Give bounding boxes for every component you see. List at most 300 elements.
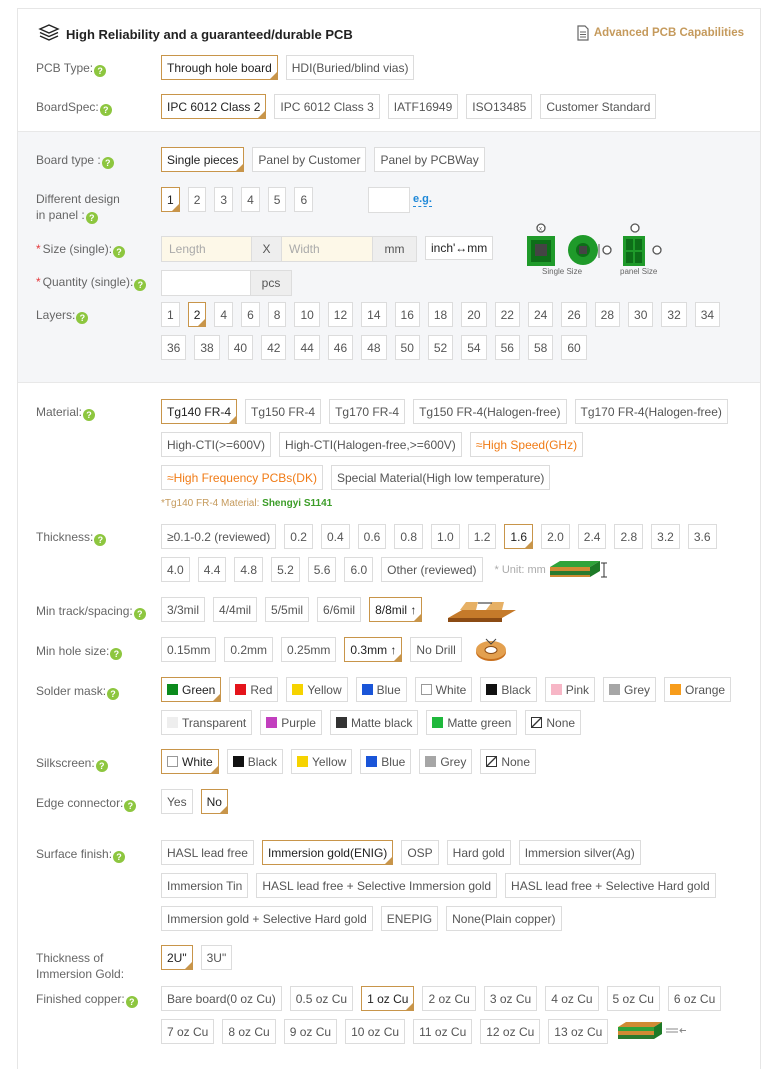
option-label: None bbox=[546, 715, 576, 730]
option-label: Tg170 FR-4 bbox=[335, 404, 400, 419]
option-label: Special Material(High low temperature) bbox=[336, 470, 545, 485]
option-label: No Drill bbox=[416, 642, 456, 657]
solder-mask-option-white[interactable] bbox=[415, 677, 473, 702]
layers-option-50[interactable] bbox=[395, 335, 420, 360]
edge-connector-option-yes[interactable] bbox=[161, 789, 193, 814]
thickness-option-4-8[interactable] bbox=[234, 557, 263, 582]
size-x-separator: X bbox=[251, 236, 282, 262]
material-options bbox=[161, 399, 741, 498]
surface-finish-option-hard-gold[interactable] bbox=[447, 840, 511, 865]
option-label: 4 oz Cu bbox=[551, 991, 593, 1006]
layers-option-54[interactable] bbox=[461, 335, 486, 360]
layers-option-26[interactable] bbox=[561, 302, 586, 327]
layers-option-12[interactable] bbox=[328, 302, 353, 327]
thickness-option-2-8[interactable] bbox=[614, 524, 643, 549]
material-option-special-material-high-low-temperature[interactable] bbox=[331, 465, 550, 490]
finished-copper-option-8-oz-cu[interactable] bbox=[222, 1019, 275, 1044]
option-label: 4 bbox=[220, 307, 228, 322]
layers-option-4[interactable] bbox=[214, 302, 233, 327]
different-design-option-3[interactable] bbox=[214, 187, 233, 212]
surface-finish-option-none-plain-copper[interactable] bbox=[446, 906, 561, 931]
option-label: 20 bbox=[467, 307, 481, 322]
hole-size-option-0-3mm[interactable] bbox=[344, 637, 402, 662]
option-label: ENEPIG bbox=[386, 911, 433, 926]
panel-size-caption: panel Size bbox=[620, 267, 658, 276]
option-label: 12 oz Cu bbox=[486, 1024, 535, 1039]
black-swatch-icon bbox=[233, 756, 244, 767]
different-design-option-5[interactable] bbox=[268, 187, 287, 212]
material-option-tg140-fr-4[interactable] bbox=[161, 399, 237, 424]
option-label: 10 bbox=[300, 307, 314, 322]
material-option-high-cti-halogen-free-600v[interactable] bbox=[279, 432, 462, 457]
thickness-option-5-6[interactable] bbox=[308, 557, 337, 582]
hole-size-option-0-25mm[interactable] bbox=[281, 637, 336, 662]
help-icon[interactable]: ? bbox=[110, 648, 122, 660]
trace-spacing-icon bbox=[446, 596, 518, 622]
solder-mask-option-purple[interactable] bbox=[260, 710, 322, 735]
help-icon[interactable]: ? bbox=[124, 800, 136, 812]
layers-option-10[interactable] bbox=[294, 302, 319, 327]
option-label: Panel by Customer bbox=[258, 152, 361, 167]
option-label: 2 oz Cu bbox=[428, 991, 470, 1006]
layers-option-36[interactable] bbox=[161, 335, 186, 360]
option-label: Hard gold bbox=[452, 845, 505, 860]
solder-mask-option-yellow[interactable] bbox=[286, 677, 347, 702]
option-label: 6 bbox=[247, 307, 254, 322]
thickness-options bbox=[161, 524, 741, 590]
finished-copper-option-0-5-oz-cu[interactable] bbox=[290, 986, 353, 1011]
option-label: ≈High Frequency PCBs(DK) bbox=[167, 470, 317, 485]
yellow-swatch-icon bbox=[297, 756, 308, 767]
copper-layer-icon bbox=[616, 1019, 688, 1044]
board-spec-label: BoardSpec: ? bbox=[36, 99, 112, 116]
surface-finish-option-immersion-silver-ag[interactable] bbox=[519, 840, 641, 865]
layers-option-28[interactable] bbox=[595, 302, 620, 327]
track-spacing-option-8-8mil[interactable] bbox=[369, 597, 422, 622]
thickness-option-0-8[interactable] bbox=[394, 524, 423, 549]
solder-mask-option-black[interactable] bbox=[480, 677, 536, 702]
help-icon[interactable]: ? bbox=[86, 212, 98, 224]
help-icon[interactable]: ? bbox=[107, 688, 119, 700]
option-label: Blue bbox=[376, 682, 401, 697]
help-icon[interactable]: ? bbox=[94, 65, 106, 77]
grey-swatch-icon bbox=[425, 756, 436, 767]
option-label: 56 bbox=[500, 340, 514, 355]
matte-black-swatch-icon bbox=[336, 717, 347, 728]
option-label: 1.6 bbox=[510, 529, 528, 544]
option-label: 0.15mm bbox=[167, 642, 211, 657]
option-label: 48 bbox=[367, 340, 381, 355]
option-label: 3 oz Cu bbox=[489, 991, 532, 1006]
option-label: 5 oz Cu bbox=[612, 991, 654, 1006]
layers-option-20[interactable] bbox=[461, 302, 486, 327]
option-label: 3U" bbox=[206, 950, 227, 965]
option-label: 2.0 bbox=[547, 529, 564, 544]
option-label: 2 bbox=[193, 192, 201, 207]
size-label: * Size (single): ? bbox=[36, 241, 125, 258]
yellow-swatch-icon bbox=[292, 684, 303, 695]
thickness-option-5-2[interactable] bbox=[271, 557, 300, 582]
surface-finish-option-hasl-lead-free[interactable] bbox=[161, 840, 254, 865]
board-type-options bbox=[161, 147, 493, 180]
finished-copper-options bbox=[161, 986, 741, 1052]
thickness-option-other-reviewed[interactable] bbox=[381, 557, 482, 582]
layers-option-38[interactable] bbox=[194, 335, 219, 360]
solder-mask-option-matte-green[interactable] bbox=[426, 710, 517, 735]
design-count-input[interactable] bbox=[368, 187, 410, 213]
layers-option-30[interactable] bbox=[628, 302, 653, 327]
layers-option-8[interactable] bbox=[268, 302, 287, 327]
finished-copper-option-11-oz-cu[interactable] bbox=[413, 1019, 472, 1044]
option-label: Immersion silver(Ag) bbox=[524, 845, 635, 860]
board-thickness-icon bbox=[548, 557, 610, 582]
hole-size-label: Min hole size: ? bbox=[36, 643, 122, 660]
track-spacing-label: Min track/spacing: ? bbox=[36, 603, 146, 620]
option-label: None(Plain copper) bbox=[452, 911, 556, 926]
layers-option-32[interactable] bbox=[661, 302, 686, 327]
solder-mask-option-pink[interactable] bbox=[545, 677, 595, 702]
option-label: Red bbox=[250, 682, 273, 697]
finished-copper-option-7-oz-cu[interactable] bbox=[161, 1019, 214, 1044]
option-label: 1.2 bbox=[473, 529, 491, 544]
option-label: 6/6mil bbox=[323, 602, 356, 617]
solder-mask-option-red[interactable] bbox=[229, 677, 278, 702]
help-icon[interactable]: ? bbox=[94, 534, 106, 546]
layers-option-60[interactable] bbox=[561, 335, 586, 360]
thickness-option-6-0[interactable] bbox=[344, 557, 373, 582]
option-label: 0.8 bbox=[400, 529, 418, 544]
hole-size-option-0-15mm[interactable] bbox=[161, 637, 216, 662]
option-label: 1.0 bbox=[437, 529, 454, 544]
thickness-option-0-6[interactable] bbox=[358, 524, 387, 549]
help-icon[interactable]: ? bbox=[96, 760, 108, 772]
solder-mask-option-grey[interactable] bbox=[603, 677, 656, 702]
gold-thickness-option-2u[interactable] bbox=[161, 945, 193, 970]
different-design-option-6[interactable] bbox=[294, 187, 313, 212]
pcb-type-option-through-hole-board[interactable] bbox=[161, 55, 278, 80]
surface-finish-option-immersion-gold-selective-hard-gold[interactable] bbox=[161, 906, 373, 931]
option-label: 58 bbox=[533, 340, 548, 355]
option-label: 28 bbox=[600, 307, 615, 322]
option-label: Single pieces bbox=[167, 152, 239, 167]
help-icon[interactable]: ? bbox=[83, 409, 95, 421]
layers-option-40[interactable] bbox=[228, 335, 253, 360]
purple-swatch-icon bbox=[266, 717, 277, 728]
board-spec-option-ipc-6012-class-3[interactable] bbox=[274, 94, 379, 119]
option-label: 2U" bbox=[167, 950, 187, 965]
length-input[interactable]: Length bbox=[161, 236, 252, 262]
layers-option-16[interactable] bbox=[395, 302, 420, 327]
orange-swatch-icon bbox=[670, 684, 681, 695]
option-label: Purple bbox=[281, 715, 316, 730]
section-header bbox=[38, 24, 353, 44]
board-spec-option-customer-standard[interactable] bbox=[540, 94, 656, 119]
layers-option-14[interactable] bbox=[361, 302, 386, 327]
track-spacing-option-6-6mil[interactable] bbox=[317, 597, 361, 622]
option-label: Matte green bbox=[447, 715, 512, 730]
option-label: HDI(Buried/blind vias) bbox=[291, 60, 409, 75]
none-swatch-icon bbox=[531, 717, 542, 728]
option-label: Pink bbox=[565, 682, 590, 697]
board-type-option-panel-by-customer[interactable] bbox=[252, 147, 366, 172]
layers-option-56[interactable] bbox=[495, 335, 520, 360]
track-spacing-option-3-3mil[interactable] bbox=[161, 597, 205, 622]
option-label: HASL lead free + Selective Hard gold bbox=[511, 878, 710, 893]
solder-mask-option-orange[interactable] bbox=[664, 677, 731, 702]
option-label: 14 bbox=[367, 307, 381, 322]
pcb-type-options bbox=[161, 55, 422, 88]
material-label: Material: ? bbox=[36, 404, 95, 421]
option-label: High-CTI(Halogen-free,>=600V) bbox=[285, 437, 456, 452]
pcb-single-size-icon bbox=[523, 222, 673, 270]
finished-copper-option-5-oz-cu[interactable] bbox=[607, 986, 660, 1011]
board-type-option-single-pieces[interactable] bbox=[161, 147, 244, 172]
layers-option-24[interactable] bbox=[528, 302, 553, 327]
board-type-label: Board type : ? bbox=[36, 152, 114, 169]
none-swatch-icon bbox=[486, 756, 497, 767]
option-label: None bbox=[501, 754, 531, 769]
track-spacing-option-4-4mil[interactable] bbox=[213, 597, 257, 622]
option-label: White bbox=[435, 682, 467, 697]
option-label: 12 bbox=[333, 307, 348, 322]
finished-copper-option-13-oz-cu[interactable] bbox=[548, 1019, 608, 1044]
layers-option-18[interactable] bbox=[428, 302, 453, 327]
gold-thickness-options bbox=[161, 945, 240, 978]
thickness-option-0-2[interactable] bbox=[284, 524, 313, 549]
finished-copper-option-9-oz-cu[interactable] bbox=[284, 1019, 337, 1044]
thickness-option-4-4[interactable] bbox=[198, 557, 227, 582]
drill-hole-icon bbox=[474, 637, 508, 663]
edge-connector-options bbox=[161, 789, 236, 822]
finished-copper-option-6-oz-cu[interactable] bbox=[668, 986, 721, 1011]
help-icon[interactable]: ? bbox=[134, 279, 146, 291]
solder-mask-option-green[interactable] bbox=[161, 677, 221, 702]
layers-option-48[interactable] bbox=[361, 335, 386, 360]
option-label: 6.0 bbox=[350, 562, 368, 577]
green-swatch-icon bbox=[167, 684, 178, 695]
surface-finish-option-enepig[interactable] bbox=[381, 906, 438, 931]
option-label: 22 bbox=[500, 307, 514, 322]
thickness-option-2-4[interactable] bbox=[578, 524, 607, 549]
option-label: 3.2 bbox=[657, 529, 674, 544]
finished-copper-option-bare-board-0-oz-cu[interactable] bbox=[161, 986, 282, 1011]
surface-finish-option-hasl-lead-free-selective-hard-gold[interactable] bbox=[505, 873, 716, 898]
option-label: 40 bbox=[233, 340, 248, 355]
surface-finish-option-immersion-tin[interactable] bbox=[161, 873, 248, 898]
option-label: Transparent bbox=[182, 715, 247, 730]
white-swatch-icon bbox=[421, 684, 432, 695]
option-label: 10 oz Cu bbox=[351, 1024, 400, 1039]
inch-mm-toggle-button[interactable]: inch'↔mm bbox=[425, 236, 493, 260]
silkscreen-option-black[interactable] bbox=[227, 749, 283, 774]
material-option-tg170-fr-4[interactable] bbox=[329, 399, 405, 424]
option-label: 54 bbox=[467, 340, 481, 355]
option-label: Through hole board bbox=[167, 60, 272, 75]
quantity-unit: pcs bbox=[250, 270, 292, 296]
thickness-option-3-2[interactable] bbox=[651, 524, 680, 549]
option-label: High-CTI(>=600V) bbox=[167, 437, 266, 452]
thickness-option-3-6[interactable] bbox=[688, 524, 717, 549]
option-label: 44 bbox=[300, 340, 314, 355]
option-label: 0.2mm bbox=[230, 642, 268, 657]
edge-connector-label: Edge connector: ? bbox=[36, 795, 136, 812]
hole-size-option-no-drill[interactable] bbox=[410, 637, 461, 662]
thickness-option-2-0[interactable] bbox=[541, 524, 570, 549]
board-spec-option-ipc-6012-class-2[interactable] bbox=[161, 94, 266, 119]
option-label: 5.2 bbox=[277, 562, 294, 577]
finished-copper-option-2-oz-cu[interactable] bbox=[422, 986, 475, 1011]
option-label: 8 oz Cu bbox=[228, 1024, 270, 1039]
different-design-option-4[interactable] bbox=[241, 187, 260, 212]
option-label: 24 bbox=[533, 307, 548, 322]
option-label: Tg150 FR-4(Halogen-free) bbox=[419, 404, 561, 419]
gold-thickness-option-3u[interactable] bbox=[201, 945, 233, 970]
help-icon[interactable]: ? bbox=[76, 312, 88, 324]
width-input[interactable]: Width bbox=[281, 236, 373, 262]
option-label: IATF16949 bbox=[393, 99, 453, 114]
thickness-option-1-0[interactable] bbox=[431, 524, 460, 549]
option-label: 8 bbox=[273, 307, 281, 322]
board-type-option-panel-by-pcbway[interactable] bbox=[374, 147, 484, 172]
silkscreen-option-yellow[interactable] bbox=[291, 749, 352, 774]
help-icon[interactable]: ? bbox=[134, 608, 146, 620]
option-label: 4.8 bbox=[240, 562, 258, 577]
layers-option-1[interactable] bbox=[161, 302, 180, 327]
finished-copper-option-12-oz-cu[interactable] bbox=[480, 1019, 540, 1044]
different-design-options bbox=[161, 187, 321, 220]
different-design-option-2[interactable] bbox=[188, 187, 207, 212]
material-option-high-frequency-pcbs-dk[interactable] bbox=[161, 465, 323, 490]
option-label: 9 oz Cu bbox=[289, 1024, 332, 1039]
option-label: 52 bbox=[433, 340, 448, 355]
thickness-option-1-6[interactable] bbox=[504, 524, 533, 549]
option-label: Other (reviewed) bbox=[387, 562, 477, 577]
example-link[interactable]: e.g. bbox=[413, 193, 432, 205]
option-label: 4.4 bbox=[203, 562, 221, 577]
option-label: Panel by PCBWay bbox=[380, 152, 479, 167]
option-label: Matte black bbox=[350, 715, 413, 730]
option-label: Customer Standard bbox=[546, 99, 651, 114]
option-label: 36 bbox=[167, 340, 181, 355]
silkscreen-option-white[interactable] bbox=[161, 749, 219, 774]
help-icon[interactable]: ? bbox=[113, 851, 125, 863]
size-illustration bbox=[523, 222, 673, 280]
solder-mask-option-matte-black[interactable] bbox=[330, 710, 418, 735]
option-label: 0.2 bbox=[290, 529, 307, 544]
different-design-option-1[interactable] bbox=[161, 187, 180, 212]
edge-connector-option-no[interactable] bbox=[201, 789, 228, 814]
hole-size-option-0-2mm[interactable] bbox=[224, 637, 273, 662]
finished-copper-option-10-oz-cu[interactable] bbox=[345, 1019, 405, 1044]
help-icon[interactable]: ? bbox=[102, 157, 114, 169]
option-label: Yes bbox=[167, 794, 187, 809]
size-unit: mm bbox=[372, 236, 417, 262]
layers-option-46[interactable] bbox=[328, 335, 353, 360]
layers-option-6[interactable] bbox=[241, 302, 260, 327]
surface-finish-option-osp[interactable] bbox=[401, 840, 438, 865]
thickness-option-4-0[interactable] bbox=[161, 557, 190, 582]
option-label: Orange bbox=[685, 682, 726, 697]
layers-option-22[interactable] bbox=[495, 302, 520, 327]
option-label: 4 bbox=[247, 192, 254, 207]
pcb-type-label: PCB Type: ? bbox=[36, 60, 106, 77]
option-label: 18 bbox=[433, 307, 448, 322]
option-label: 42 bbox=[267, 340, 281, 355]
layers-option-58[interactable] bbox=[528, 335, 553, 360]
grey-swatch-icon bbox=[609, 684, 620, 695]
option-label: IPC 6012 Class 3 bbox=[280, 99, 374, 114]
help-icon[interactable]: ? bbox=[113, 246, 125, 258]
pcb-type-option-hdi-buried-blind-vias[interactable] bbox=[286, 55, 415, 80]
option-label: 26 bbox=[567, 307, 581, 322]
silkscreen-option-grey[interactable] bbox=[419, 749, 472, 774]
option-label: 6 bbox=[300, 192, 308, 207]
help-icon[interactable]: ? bbox=[126, 996, 138, 1008]
silkscreen-option-none[interactable] bbox=[480, 749, 536, 774]
layers-option-44[interactable] bbox=[294, 335, 319, 360]
material-option-high-speed-ghz[interactable] bbox=[470, 432, 583, 457]
solder-mask-option-transparent[interactable] bbox=[161, 710, 252, 735]
material-option-tg170-fr-4-halogen-free[interactable] bbox=[575, 399, 728, 424]
quantity-input[interactable] bbox=[161, 270, 251, 296]
option-label: 5.6 bbox=[313, 562, 331, 577]
option-label: HASL lead free + Selective Immersion gold bbox=[262, 878, 492, 893]
surface-finish-option-hasl-lead-free-selective-immersion-gold[interactable] bbox=[256, 873, 497, 898]
silkscreen-option-blue[interactable] bbox=[360, 749, 411, 774]
option-label: 8/8mil ↑ bbox=[375, 602, 417, 617]
material-option-tg150-fr-4[interactable] bbox=[245, 399, 321, 424]
white-swatch-icon bbox=[167, 756, 178, 767]
option-label: 6 oz Cu bbox=[673, 991, 716, 1006]
option-label: Grey bbox=[440, 754, 467, 769]
material-option-tg150-fr-4-halogen-free[interactable] bbox=[413, 399, 566, 424]
option-label: Grey bbox=[624, 682, 651, 697]
layers-option-52[interactable] bbox=[428, 335, 453, 360]
option-label: 46 bbox=[333, 340, 348, 355]
red-swatch-icon bbox=[235, 684, 246, 695]
option-label: Black bbox=[247, 754, 278, 769]
finished-copper-option-1-oz-cu[interactable] bbox=[361, 986, 414, 1011]
thickness-option-0-4[interactable] bbox=[321, 524, 350, 549]
finished-copper-option-3-oz-cu[interactable] bbox=[484, 986, 537, 1011]
surface-finish-option-immersion-gold-enig[interactable] bbox=[262, 840, 393, 865]
board-spec-option-iso13485[interactable] bbox=[466, 94, 532, 119]
thickness-option-1-2[interactable] bbox=[468, 524, 497, 549]
option-label: Blue bbox=[381, 754, 406, 769]
blue-swatch-icon bbox=[362, 684, 373, 695]
option-label: 1 oz Cu bbox=[367, 991, 409, 1006]
solder-mask-option-blue[interactable] bbox=[356, 677, 407, 702]
board-spec-option-iatf16949[interactable] bbox=[388, 94, 458, 119]
help-icon[interactable]: ? bbox=[100, 104, 112, 116]
layers-option-34[interactable] bbox=[695, 302, 720, 327]
thickness-option-0-1-0-2-reviewed[interactable] bbox=[161, 524, 276, 549]
different-design-label: Different design in panel : ? bbox=[36, 192, 120, 223]
single-size-caption: Single Size bbox=[542, 267, 583, 276]
layers-label: Layers: ? bbox=[36, 307, 88, 324]
option-label: Tg150 FR-4 bbox=[251, 404, 316, 419]
material-option-high-cti-600v[interactable] bbox=[161, 432, 271, 457]
layers-option-42[interactable] bbox=[261, 335, 286, 360]
solder-mask-option-none[interactable] bbox=[525, 710, 581, 735]
finished-copper-option-4-oz-cu[interactable] bbox=[545, 986, 598, 1011]
layers-option-2[interactable] bbox=[188, 302, 207, 327]
option-label: HASL lead free bbox=[167, 845, 248, 860]
silkscreen-label: Silkscreen: ? bbox=[36, 755, 108, 772]
option-label: 0.5 oz Cu bbox=[295, 991, 348, 1006]
track-spacing-option-5-5mil[interactable] bbox=[265, 597, 309, 622]
advanced-capabilities-link[interactable] bbox=[576, 25, 744, 41]
